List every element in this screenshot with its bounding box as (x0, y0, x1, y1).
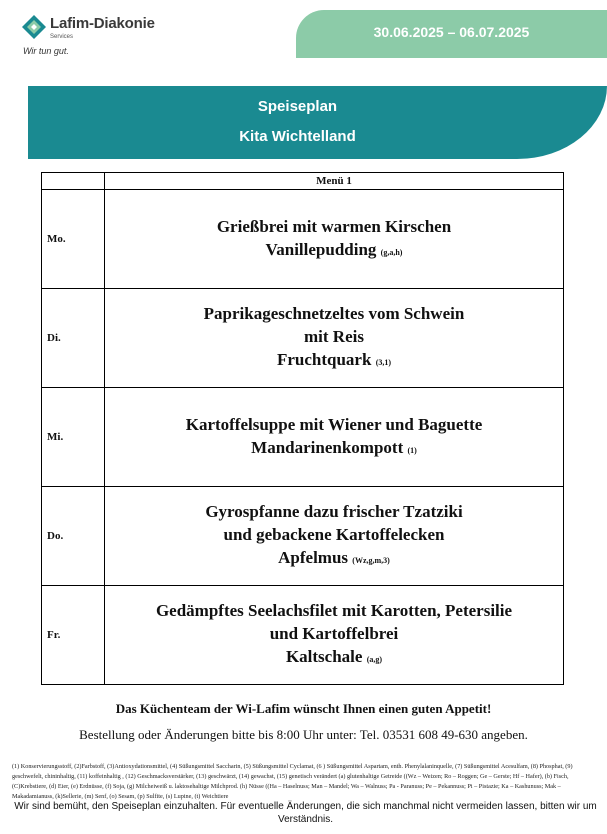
dish-line: mit Reis (304, 327, 364, 346)
table-row (42, 289, 564, 388)
allergen-codes: (g,a,h) (380, 247, 403, 257)
header-blank-cell (42, 173, 105, 190)
dish-line: Kartoffelsuppe mit Wiener und Baguette (185, 414, 483, 434)
dish-line: Fruchtquark (276, 350, 372, 369)
page-subtitle: Kita Wichtelland (239, 128, 356, 145)
dish-line: und Kartoffelbrei (269, 624, 399, 643)
day-label: Fr. (42, 586, 105, 685)
dish-line: Gedämpftes Seelachsfilet mit Karotten, Petersilie (155, 601, 513, 620)
brand-sub: Services (50, 34, 74, 40)
dish-cell (105, 190, 564, 289)
dish-line: Grießbrei mit warmen Kirschen (216, 216, 452, 236)
order-info: Bestellung oder Änderungen bitte bis 8:00 Uhr unter: Tel. 03531 608 49-630 angeben. (79, 727, 528, 742)
lafim-logo-icon (22, 15, 46, 39)
dish-cell (105, 388, 564, 487)
allergen-codes: (a,g) (366, 655, 383, 664)
day-label: Di. (42, 289, 105, 388)
day-label: Mo. (42, 190, 105, 289)
kitchen-greeting: Das Küchenteam der Wi-Lafim wünscht Ihnen einen guten Appetit! (115, 701, 492, 716)
allergen-codes: (1) (407, 445, 417, 455)
menu-table (41, 172, 564, 685)
dish-line: Gyrospfanne dazu frischer Tzatziki (205, 502, 463, 521)
table-row (42, 487, 564, 586)
dish-line: und gebackene Kartoffelecken (223, 525, 445, 544)
allergen-codes: (Wz,g,m,3) (352, 556, 390, 565)
page-title: Speiseplan (257, 98, 338, 115)
brand-slogan: Wir tun gut. (23, 46, 69, 56)
allergen-codes: (3,1) (375, 358, 392, 367)
brand-logo (22, 13, 182, 59)
dish-line: Paprikageschnetzeltes vom Schwein (203, 304, 465, 323)
table-row (42, 190, 564, 289)
date-banner (296, 10, 607, 58)
day-label: Do. (42, 487, 105, 586)
table-row (42, 388, 564, 487)
dish-line: Kaltschale (285, 647, 363, 666)
table-row (42, 586, 564, 685)
allergen-footnotes: (1) Konservierungsstoff, (2)Farbstoff, (3)Antioxydationsmittel, (4) Süßungsmittel Saccharin, (5) Süßungsmittel Cyclamat, (6 ) Süßungsmittel Aspartam, enth. Phenylalaninquelle, (7) Süßungsmittel Acesulfam, (8) Phosphat, (9) geschwefelt, chininhaltig, (11) koffeinhaltig , (12) Geschmacksverstärker, (13) geschwärzt, (14) gewachst, (15) genetisch verändert (a) glutenhaltige Getreide ((Wz – Weizen; Ro – Roggen; Ge – Gerste; Hf – Hafer), (b) Fisch, (C)Krebstiere, (d) Eier, (e) Erdnüsse, (f) Soja, (g) Milcheiweiß u. laktosehaltige Milchprod. (h) Nüsse ((Ha – Haselnuss; Man – Mandel; Wa – Walnuss; Pa - Paranuss; Pe – Pekannuss; Pi – Pistazie; Ka – Kashunuss; Mak – Makadamianuss, (k)Sellerie, (m) Senf, (o) Sesam, (p) Sulfite, (s) Lupine, (t) Weichtiere (12, 763, 573, 800)
menu-header: Menü 1 (105, 173, 564, 190)
change-notice: Wir sind bemüht, den Speiseplan einzuhalten. Für eventuelle Änderungen, die sich manchmal nicht vermeiden lassen, bitten wir um Verständnis. (14, 801, 597, 825)
day-label: Mi. (42, 388, 105, 487)
dish-cell (105, 487, 564, 586)
brand-name: Lafim-Diakonie (50, 15, 155, 32)
menu-header-row (42, 173, 564, 190)
dish-cell (105, 289, 564, 388)
title-band (28, 86, 607, 159)
dish-cell (105, 586, 564, 685)
dish-line: Mandarinenkompott (251, 437, 404, 457)
dish-line: Vanillepudding (265, 239, 377, 259)
dish-line: Apfelmus (278, 548, 349, 567)
date-range: 30.06.2025 – 06.07.2025 (373, 24, 530, 40)
